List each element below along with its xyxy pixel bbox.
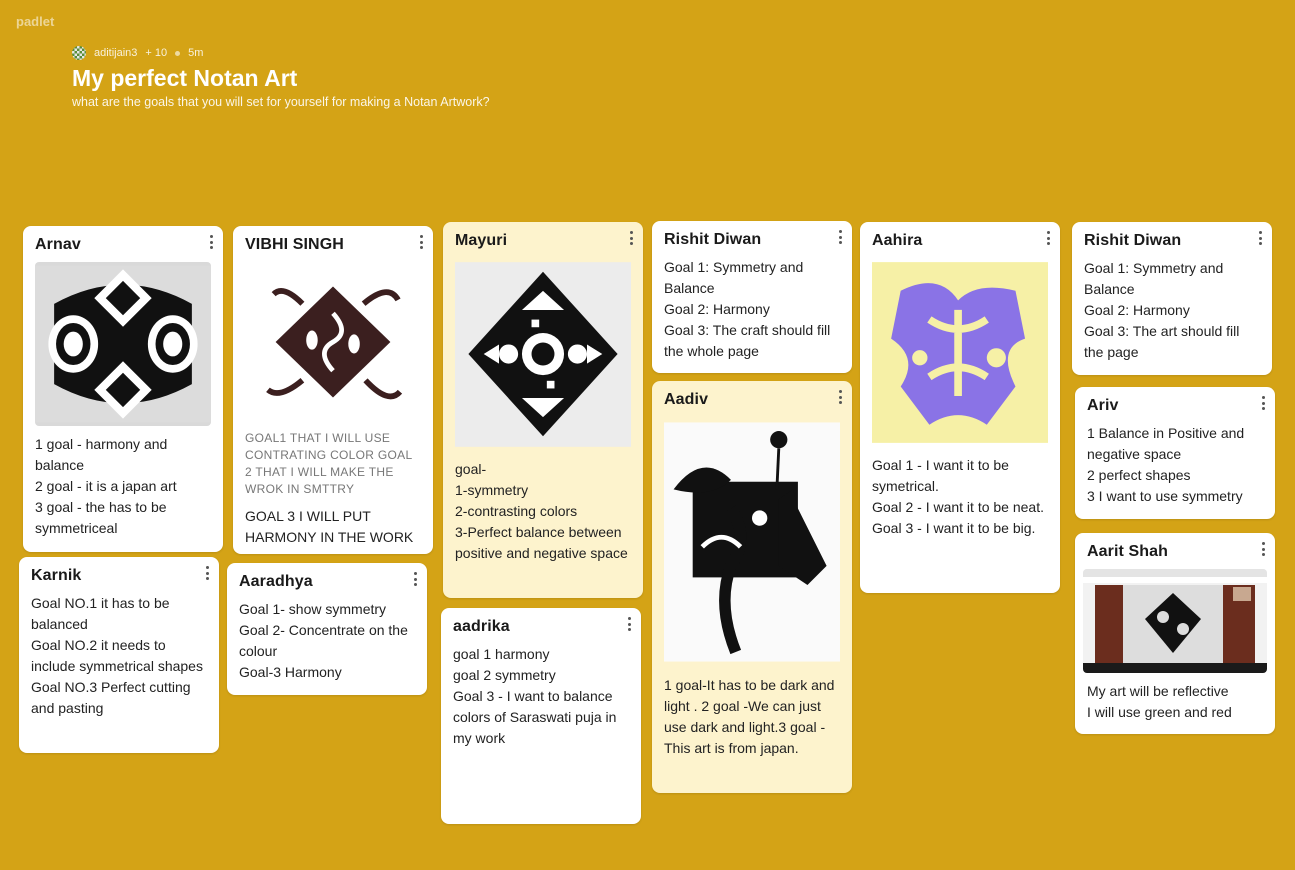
post-image[interactable]: [245, 262, 421, 422]
post-body: My art will be reflective I will use green and red: [1087, 683, 1232, 720]
post-author: Mayuri: [455, 232, 508, 249]
more-options-icon[interactable]: [1261, 396, 1265, 410]
post-body: GOAL 3 I WILL PUT HARMONY IN THE WORK: [245, 508, 414, 545]
more-options-icon[interactable]: [1261, 542, 1265, 556]
post-card-aarit-shah[interactable]: [1075, 533, 1275, 734]
post-body: goal 1 harmony goal 2 symmetry Goal 3 - I want to balance colors of Saraswati puja in my work: [453, 646, 617, 746]
post-body: goal- 1-symmetry 2-contrasting colors 3-Perfect balance between positive and negative space: [455, 461, 628, 561]
post-image[interactable]: [872, 258, 1048, 447]
padlet-logo[interactable]: padlet: [16, 14, 55, 29]
post-body: 1 goal - harmony and balance 2 goal - it is a japan art 3 goal - the has to be symmetriceal: [35, 436, 177, 536]
post-author: Aaradhya: [239, 573, 313, 590]
more-options-icon[interactable]: [1046, 231, 1050, 245]
more-options-icon[interactable]: [627, 617, 631, 631]
post-image[interactable]: [664, 417, 840, 667]
board-meta: [72, 46, 203, 60]
post-author: VIBHI SINGH: [245, 236, 344, 253]
post-card-aadrika[interactable]: [441, 608, 641, 824]
post-author: Aadiv: [664, 391, 709, 408]
post-author: Karnik: [31, 567, 82, 584]
post-card-aadiv[interactable]: [652, 381, 852, 793]
post-card-arnav[interactable]: [23, 226, 223, 552]
post-body: Goal 1: Symmetry and Balance Goal 2: Harmony Goal 3: The craft should fill the whole page: [664, 259, 831, 359]
post-card-ariv[interactable]: [1075, 387, 1275, 519]
more-options-icon[interactable]: [838, 230, 842, 244]
more-options-icon[interactable]: [419, 235, 423, 249]
post-image[interactable]: [1083, 569, 1267, 673]
post-body: Goal 1 - I want it to be symetrical. Goal 2 - I want it to be neat. Goal 3 - I want it to be big.: [872, 457, 1044, 536]
post-author: Rishit Diwan: [1084, 232, 1182, 249]
contributor-count: + 10: [145, 47, 168, 59]
post-author: Arnav: [35, 236, 81, 253]
more-options-icon[interactable]: [629, 231, 633, 245]
post-card-vibhi-singh[interactable]: [233, 226, 433, 554]
post-author: aadrika: [453, 618, 510, 635]
board-title: My perfect Notan Art: [72, 65, 298, 91]
post-card-aahira[interactable]: [860, 222, 1060, 593]
post-card-rishit-diwan-1[interactable]: [652, 221, 852, 373]
more-options-icon[interactable]: [1258, 231, 1262, 245]
post-body: Goal NO.1 it has to be balanced Goal NO.2 it needs to include symmetrical shapes Goal NO.3 Perfect cutting and pasting: [31, 595, 203, 716]
more-options-icon[interactable]: [413, 572, 417, 586]
more-options-icon[interactable]: [209, 235, 213, 249]
post-card-rishit-diwan-2[interactable]: [1072, 222, 1272, 375]
post-body: Goal 1- show symmetry Goal 2- Concentrate on the colour Goal-3 Harmony: [239, 601, 408, 680]
post-body: Goal 1: Symmetry and Balance Goal 2: Harmony Goal 3: The art should fill the page: [1084, 260, 1240, 360]
post-card-mayuri[interactable]: [443, 222, 643, 598]
post-body: 1 Balance in Positive and negative space 2 perfect shapes 3 I want to use symmetry: [1087, 425, 1245, 504]
post-author: Aahira: [872, 232, 923, 249]
last-updated: 5m: [188, 47, 204, 59]
post-image[interactable]: [455, 258, 631, 451]
post-image-caption: GOAL1 THAT I WILL USE CONTRATING COLOR GOAL 2 THAT I WILL MAKE THE WROK IN SMTTRY: [245, 431, 412, 496]
post-image[interactable]: [35, 262, 211, 426]
post-author: Ariv: [1087, 397, 1119, 414]
post-author: Aarit Shah: [1087, 543, 1169, 560]
post-author: Rishit Diwan: [664, 231, 762, 248]
more-options-icon[interactable]: [205, 566, 209, 580]
post-card-aaradhya[interactable]: [227, 563, 427, 695]
post-body: 1 goal-It has to be dark and light . 2 goal -We can just use dark and light.3 goal - This art is from japan.: [664, 677, 835, 756]
post-card-karnik[interactable]: [19, 557, 219, 753]
author-avatar[interactable]: [72, 46, 86, 60]
separator-dot: [175, 51, 180, 56]
author-name[interactable]: aditijain3: [94, 47, 138, 59]
more-options-icon[interactable]: [838, 390, 842, 404]
board-description: what are the goals that you will set for yourself for making a Notan Artwork?: [72, 95, 490, 109]
